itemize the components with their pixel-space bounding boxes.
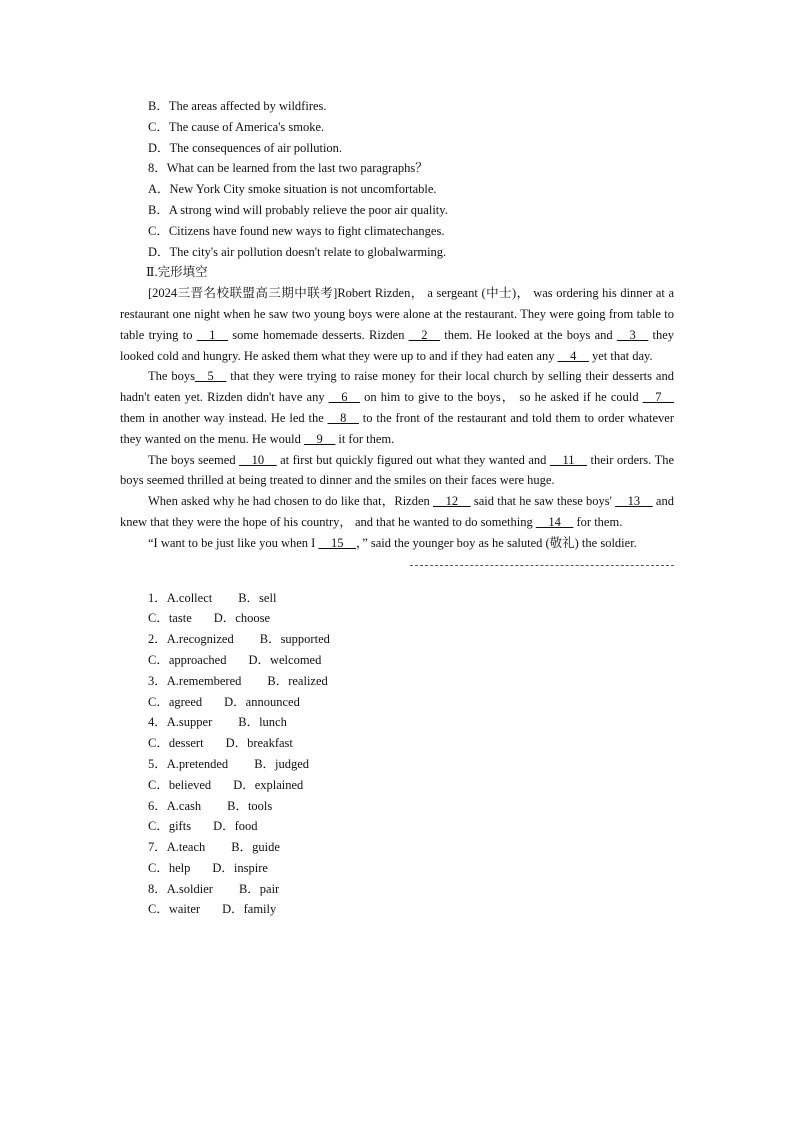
option-c: C．The cause of America's smoke. (148, 119, 325, 134)
blank-12: __12__ (433, 494, 471, 509)
answer-row-cd: C．help D．inspire (148, 860, 268, 875)
answer-row-ab: 2．A.recognized B．supported (148, 632, 330, 647)
answer-options-list (120, 588, 674, 921)
answer-row-cd: C．dessert D．breakfast (148, 736, 293, 751)
blank-6: __6__ (328, 390, 360, 405)
blank-5: __5__ (195, 369, 227, 384)
answer-row-ab: 3．A.remembered B．realized (148, 673, 328, 688)
option-c: C．Citizens have found new ways to fight climatechanges. (148, 223, 445, 238)
blank-7: __7__ (642, 390, 674, 405)
previous-question-options (120, 96, 674, 158)
blank-3: __3__ (616, 327, 649, 342)
answer-row-cd: C．approached D．welcomed (148, 652, 322, 667)
blank-11: __11__ (549, 452, 587, 467)
option-a: A．New York City smoke situation is not uncomfortable. (148, 182, 437, 197)
document-page (120, 96, 674, 920)
blank-2: __2__ (408, 327, 440, 342)
answer-row-ab: 8．A.soldier B．pair (148, 881, 280, 896)
answer-row-ab: 7．A.teach B．guide (148, 840, 280, 855)
answer-row-ab: 4．A.supper B．lunch (148, 715, 287, 730)
blank-15: __15__ (318, 535, 356, 550)
answer-row-cd: C．waiter D．family (148, 902, 277, 917)
question-8 (120, 158, 674, 262)
blank-9: __9__ (303, 431, 336, 446)
option-b: B．A strong wind will probably relieve the poor air quality. (148, 202, 448, 217)
blank-4: __4__ (557, 348, 589, 363)
cloze-passage (120, 283, 674, 553)
blank-8: __8__ (327, 410, 359, 425)
section-title: Ⅱ.完形填空 (146, 265, 208, 280)
dashed-divider (410, 565, 674, 566)
answer-row-cd: C．taste D．choose (148, 611, 270, 626)
passage-paragraph-2: The boys__5__ that they were trying to raise money for their local church by selling their desserts and hadn't eaten yet. Rizden didn't have any __6__ on him to give to the boys， so he asked if he could __7__ them in another way instead. He led the __8__ to the front of the restaurant and told them to order whatever they wanted on the menu. He would __9__ it for them. (120, 369, 674, 446)
answer-row-ab: 6．A.cash B．tools (148, 798, 273, 813)
blank-10: __10__ (239, 452, 277, 467)
blank-14: __14__ (535, 514, 574, 529)
option-b: B．The areas affected by wildfires. (148, 99, 327, 113)
blank-13: __13__ (615, 494, 653, 509)
question-stem: 8．What can be learned from the last two paragraphs？ (148, 161, 428, 176)
passage-paragraph-5: “I want to be just like you when I __15__，” said the younger boy as he saluted (敬礼) the soldier. (148, 535, 637, 550)
answer-row-ab: 5．A.pretended B．judged (148, 756, 310, 771)
passage-paragraph-3: The boys seemed __10__ at first but quickly figured out what they wanted and __11__ their orders. The boys seemed thrilled at being treated to dinner and the smiles on their faces were huge. (120, 452, 675, 488)
option-d: D．The consequences of air pollution. (148, 140, 343, 155)
option-d: D．The city's air pollution doesn't relate to globalwarming. (148, 244, 447, 259)
blank-1: __1__ (196, 327, 228, 342)
passage-paragraph-4: When asked why he had chosen to do like that，Rizden __12__ said that he saw these boys' __13__ and knew that they were the hope of his country， and that he wanted to do something __14__ for them. (120, 494, 674, 529)
answer-row-ab: 1．A.collect B．sell (148, 590, 277, 605)
passage-paragraph-1: [2024三晋名校联盟高三期中联考]Robert Rizden， a sergeant (中士)， was ordering his dinner at a restaurant one night when he saw two young boys were alone at the restaurant. They were going from table to table trying to __1__ some homemade desserts. Rizden __2__ them. He looked at the boys and __3__ they looked cold and hungry. He asked them what they were up to and if they had eaten any __4__ yet that day. (120, 286, 675, 363)
answer-row-cd: C．gifts D．food (148, 819, 258, 834)
answer-row-cd: C．agreed D．announced (148, 694, 300, 709)
answer-row-cd: C．believed D．explained (148, 777, 304, 792)
